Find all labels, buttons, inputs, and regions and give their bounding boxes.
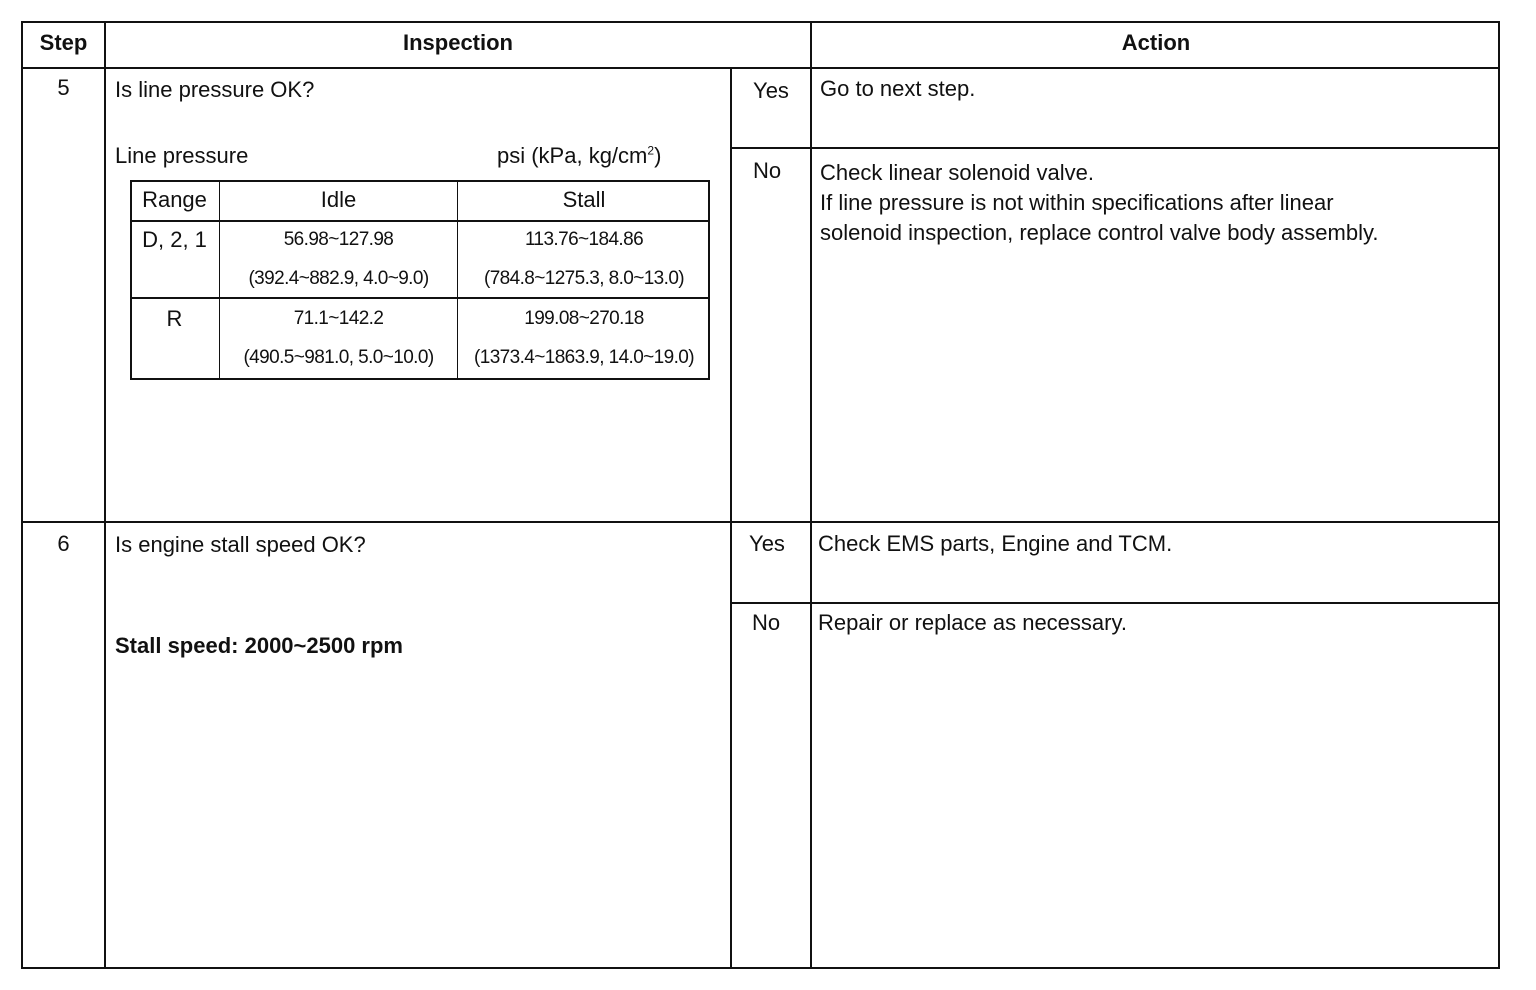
inspection-question: Is engine stall speed OK?: [115, 532, 366, 557]
spec-idle-cell: 71.1~142.2: [293, 308, 384, 329]
no-action-line: If line pressure is not within specifications after linear: [820, 190, 1334, 215]
spec-idle-cell: 56.98~127.98: [283, 229, 394, 250]
yes-action: Go to next step.: [820, 76, 976, 101]
row-divider: [21, 521, 1500, 523]
stall-speed-spec: Stall speed: 2000~2500 rpm: [115, 633, 403, 658]
inspection-question: Is line pressure OK?: [115, 77, 315, 102]
spec-range-cell: R: [166, 306, 183, 331]
step-number: 5: [57, 75, 70, 100]
spec-idle-sub-cell: (392.4~882.9, 4.0~9.0): [248, 268, 429, 289]
col-divider-yesno: [730, 68, 732, 969]
spec-stall-sub-cell: (1373.4~1863.9, 14.0~19.0): [474, 347, 694, 368]
spec-stall-cell: 199.08~270.18: [524, 308, 644, 329]
yes-action: Check EMS parts, Engine and TCM.: [818, 531, 1173, 556]
row6-yes-no-divider: [730, 602, 1500, 604]
spec-units: psi (kPa, $kg/cm^2$): [497, 143, 662, 168]
spec-range-cell: D, 2, 1: [142, 227, 207, 252]
no-action: Repair or replace as necessary.: [818, 610, 1127, 635]
yes-label: Yes: [753, 78, 789, 103]
spec-stall-sub-cell: (784.8~1275.3, 8.0~13.0): [483, 268, 685, 289]
spec-col-stall: Stall: [562, 187, 606, 212]
row5-yes-no-divider: [730, 147, 1500, 149]
col-divider-inspection: [810, 21, 812, 969]
header-step: Step: [39, 30, 88, 55]
spec-stall-cell: 113.76~184.86: [524, 229, 644, 250]
step-number: 6: [57, 531, 70, 556]
header-action: Action: [1121, 30, 1191, 55]
no-action-line: Check linear solenoid valve.: [820, 160, 1094, 185]
header-divider: [21, 67, 1500, 69]
spec-idle-sub-cell: (490.5~981.0, 5.0~10.0): [243, 347, 434, 368]
no-label: No: [752, 158, 782, 183]
no-label: No: [751, 610, 781, 635]
yes-label: Yes: [749, 531, 785, 556]
spec-col-range: Range: [142, 187, 207, 212]
spec-row-divider: [130, 297, 710, 299]
col-divider-step: [104, 21, 106, 969]
spec-col-idle: Idle: [320, 187, 357, 212]
header-inspection: Inspection: [402, 30, 513, 55]
no-action-line: solenoid inspection, replace control valve body assembly.: [820, 220, 1379, 245]
spec-header-divider: [130, 220, 710, 222]
spec-title: Line pressure: [115, 143, 249, 168]
